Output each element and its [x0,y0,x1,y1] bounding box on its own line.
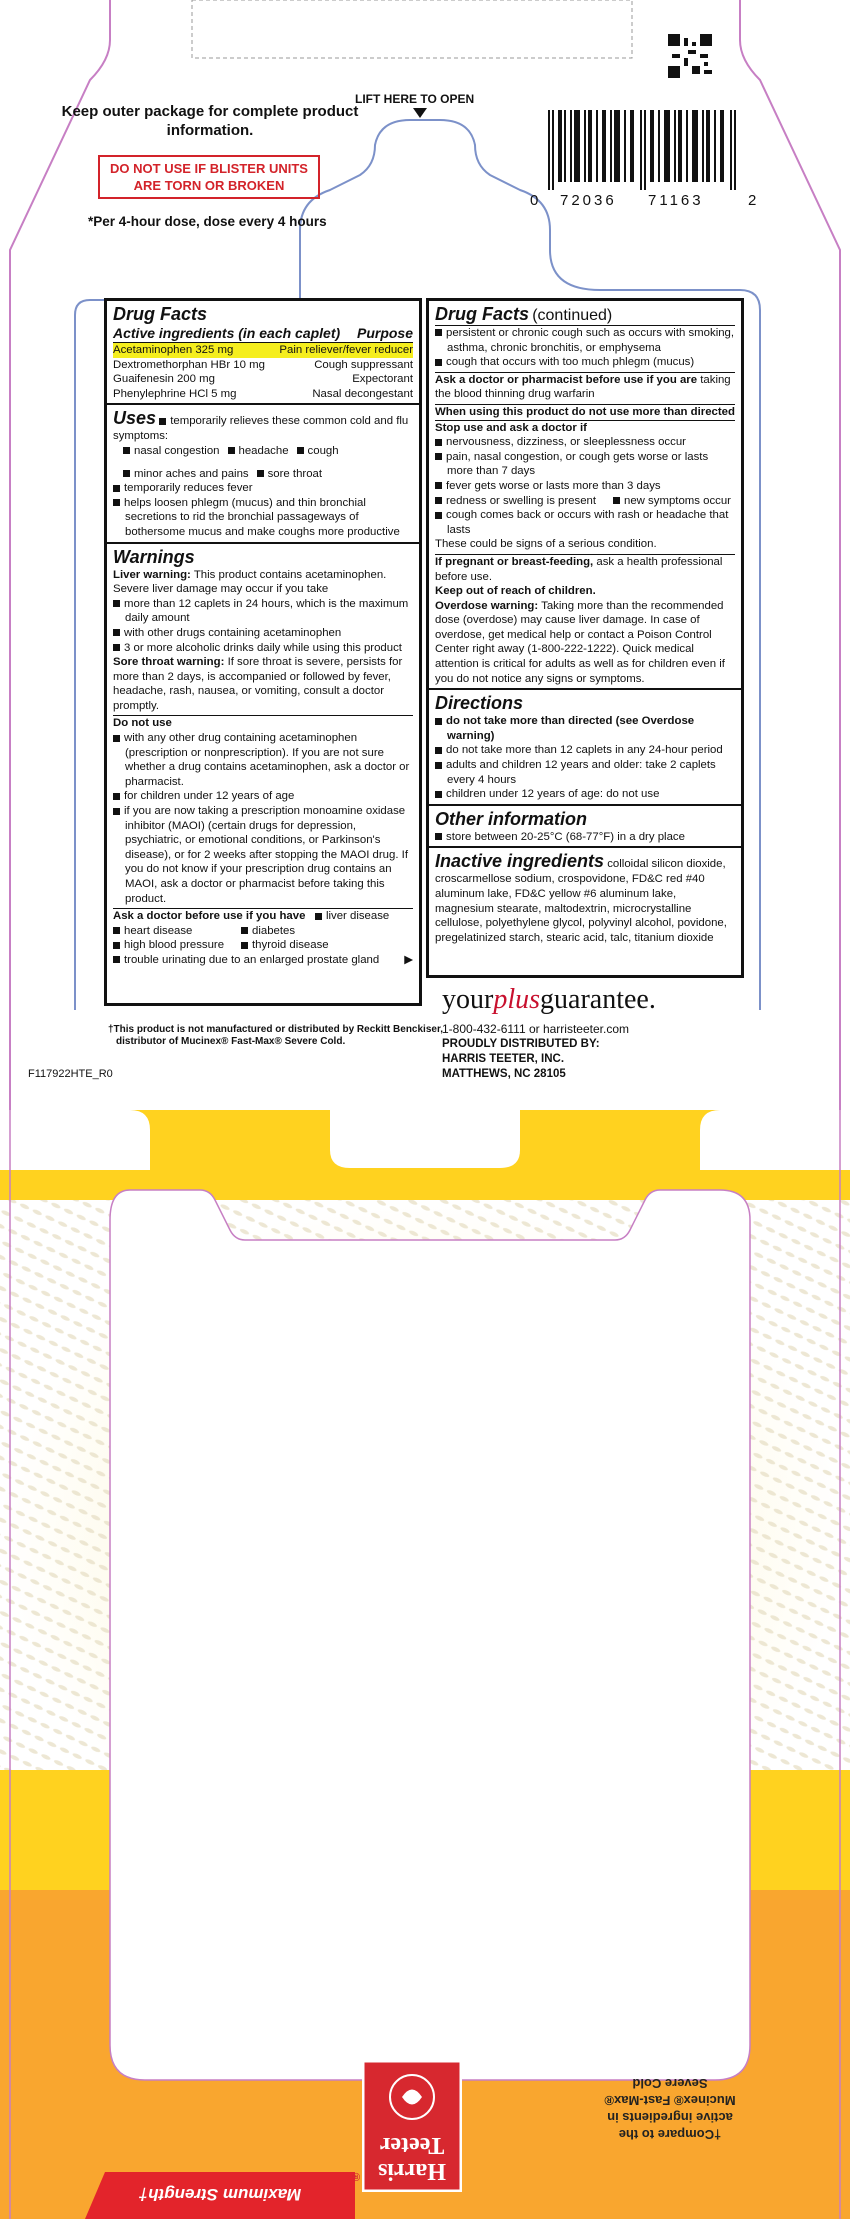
serious-note: These could be signs of a serious condition. [435,537,735,555]
ask-item: diabetes [252,924,296,937]
direction-item: do not take more than directed (see Overdose warning) [446,715,695,742]
active-row [113,387,413,402]
warnings-title: Warnings [113,546,195,567]
package-back-artwork [0,1110,850,2219]
direction-item: adults and children 12 years and older: take 2 caplets every 4 hours [446,759,716,786]
guarantee-logo [442,984,656,1016]
barcode-digit-1: 72036 [560,192,617,209]
footnote [108,1024,443,1048]
continued-label: (continued) [532,307,613,324]
symptom: cough [307,444,339,457]
maximum-strength-text: Maximum Strength† [138,2185,302,2204]
ask-item: trouble urinating due to an enlarged prostate gland [124,953,380,966]
ask-doctor-title: Ask a doctor before use if you have [113,910,306,923]
do-not-use-title: Do not use [113,717,172,730]
sore-throat-text: If sore throat is severe, persists for more than 2 days, is accompanied or followed by fever, headache, rash, nausea, or vomiting, consult a doctor promptly. [113,656,403,712]
footnote-line: †This product is not manufactured or distributed by Reckitt Benckiser, [108,1024,444,1035]
brand-logo-icon [362,2060,462,2192]
do-not-use-item: with any other drug containing acetaminophen (prescription or nonprescription). If you are not sure whether a drug contains acetaminophen, ask a doctor or pharmacist. [124,732,410,788]
uses-intro: temporarily relieves these common cold and flu symptoms: [113,415,409,443]
directions-section [429,690,741,806]
ask-item: liver disease [325,910,390,923]
stop-item: fever gets worse or lasts more than 3 days [446,479,661,492]
inactive-section [429,848,741,947]
active-label: Active ingredients (in each caplet) [113,325,341,341]
uses-title: Uses [113,408,157,429]
drug-facts-left [104,298,422,1006]
guarantee-your: your [442,984,494,1015]
compare-line: †Compare to the [618,2127,722,2142]
continued-section [429,301,741,690]
guarantee-rest: guarantee. [540,984,656,1015]
ask-item: high blood pressure [124,939,225,952]
do-not-use-item: for children under 12 years of age [124,790,295,803]
blister-warning-box: DO NOT USE IF BLISTER UNITS ARE TORN OR BROKEN [98,155,320,199]
symptom: nasal congestion [134,444,220,457]
sore-throat-label: Sore throat warning: [113,656,225,669]
active-row [113,343,413,358]
active-purpose: Expectorant [352,373,413,386]
active-purpose: Cough suppressant [314,358,413,371]
when-using-line: When using this product do not use more than directed [435,405,735,421]
compare-line: Severe Cold [632,2076,708,2091]
stop-item: redness or swelling is present [446,494,597,507]
use-item: helps loosen phlegm (mucus) and thin bronchial secretions to rid the bronchial passageways of bothersome mucus and make coughs more productive [124,496,400,538]
uses-section [107,405,419,543]
drug-facts-right [426,298,744,978]
purpose-label: Purpose [356,325,413,341]
keep-package-note: Keep outer package for complete product information. [61,103,359,139]
harris-teeter-badge [352,2060,462,2192]
down-arrow-icon [413,108,427,118]
distributor-info [442,1022,629,1082]
stop-item: cough comes back or occurs with rash or headache that lasts [446,509,729,536]
brand-line1: Harris [378,2158,446,2184]
guarantee-plus: plus [493,984,541,1015]
active-header [113,325,413,343]
stop-item: nervousness, dizziness, or sleeplessness occur [446,436,686,449]
warnings-section [107,544,419,970]
barcode-icon [548,110,738,190]
active-purpose: Pain reliever/fever reducer [279,344,413,356]
liver-item: with other drugs containing acetaminophen [124,626,342,639]
registered-mark: ® [352,2170,361,2182]
pregnant-text: ask a health professional before use. [435,555,723,583]
other-info-title: Other information [435,808,587,829]
directions-title: Directions [435,693,524,714]
liver-warning-label: Liver warning: [113,568,191,581]
inactive-title: Inactive ingredients [435,851,605,872]
overdose-label: Overdose warning: [435,599,539,612]
other-info-item: store between 20-25°C (68-77°F) in a dry place [446,830,685,843]
barcode-digit-0: 0 [530,192,539,209]
liver-warning-text: This product contains acetaminophen. Severe liver damage may occur if you take [113,568,387,596]
active-ingredient: Phenylephrine HCl 5 mg [113,387,237,400]
compare-line: active ingredients in [607,2110,733,2125]
continue-arrow-icon: ▶ [404,953,413,966]
use-item: temporarily reduces fever [124,482,253,495]
barcode-digit-3: 2 [748,192,757,209]
direction-item: do not take more than 12 caplets in any 24-hour period [446,744,723,757]
dose-note: *Per 4-hour dose, dose every 4 hours [88,214,327,229]
stop-use-title: Stop use and ask a doctor if [435,421,587,434]
direction-item: children under 12 years of age: do not use [446,788,660,801]
active-ingredient: Guaifenesin 200 mg [113,373,215,386]
pregnant-label: If pregnant or breast-feeding, [435,555,594,568]
bottom-panel [0,1110,850,2219]
inactive-text: colloidal silicon dioxide, croscarmellose sodium, crospovidone, FD&C red #40 aluminum lake, FD&C yellow #6 aluminum lake, magnesium stearate, maltodextrin, microcrystalline cellulose, polyethylene glycol, polyvinyl alcohol, povidone, pregelatinized starch, stearic acid, talc, titanium dioxide [435,858,727,944]
barcode-digit-2: 71163 [648,192,704,209]
drug-facts-title: Drug Facts [113,304,208,324]
qr-code-icon [668,34,712,78]
company-name: HARRIS TEETER, INC. [442,1053,565,1065]
company-city: MATTHEWS, NC 28105 [442,1068,566,1080]
active-row [113,372,413,387]
distributed-by: PROUDLY DISTRIBUTED BY: [442,1038,600,1050]
ask-item: cough that occurs with too much phlegm (mucus) [446,356,695,369]
maximum-strength-band [85,2172,355,2219]
symptom: headache [238,444,289,457]
active-row [113,358,413,373]
compare-line: Mucinex® Fast-Max® [604,2093,736,2108]
liver-item: 3 or more alcoholic drinks daily while using this product [124,641,402,654]
contact-phone[interactable]: 1-800-432-6111 or harristeeter.com [442,1022,629,1036]
liver-item: more than 12 caplets in 24 hours, which is the maximum daily amount [124,597,409,625]
active-ingredient: Acetaminophen 325 mg [113,344,234,356]
do-not-use-item: if you are now taking a prescription monoamine oxidase inhibitor (MAOI) (certain drugs for depression, psychiatric, or emotional conditions, or Parkinson's disease), or for 2 weeks after stopping the MAOI drug. If you do not know if your prescription drug contains an MAOI, ask a doctor or pharmacist before taking this product. [124,805,409,905]
ask-item: heart disease [124,924,193,937]
stop-item: new symptoms occur [624,494,731,507]
compare-statement [555,2075,785,2143]
active-purpose: Nasal decongestant [312,387,413,400]
ask-pharmacist-text: taking the blood thinning drug warfarin [435,373,731,401]
symptom: minor aches and pains [134,467,249,480]
item-code: F117922HTE_R0 [28,1068,113,1080]
ask-item: persistent or chronic cough such as occurs with smoking, asthma, chronic bronchitis, or emphysema [446,327,735,354]
ask-pharmacist-label: Ask a doctor or pharmacist before use if you are [435,373,698,386]
uses-symptoms [113,444,413,481]
active-ingredient: Dextromethorphan HBr 10 mg [113,358,265,371]
keep-out-line: Keep out of reach of children. [435,585,596,598]
drug-facts-continued-title: Drug Facts [435,304,530,324]
symptom: sore throat [267,467,323,480]
active-ingredients-section [107,301,419,405]
brand-line2: Teeter [379,2132,445,2158]
stop-item: pain, nasal congestion, or cough gets worse or lasts more than 7 days [446,450,709,478]
lift-here-label[interactable]: LIFT HERE TO OPEN [355,92,475,106]
footnote-line: distributor of Mucinex® Fast-Max® Severe Cold. [116,1036,346,1047]
ask-item: thyroid disease [252,939,329,952]
overdose-text: Taking more than the recommended dose (overdose) may cause liver damage. In case of overdose, get medical help or contact a Poison Control Center right away (1-800-222-1222). Quick medical attention is critical for adults as well as for children even if you do not notice any signs or symptoms. [435,599,725,685]
other-info-section [429,806,741,849]
